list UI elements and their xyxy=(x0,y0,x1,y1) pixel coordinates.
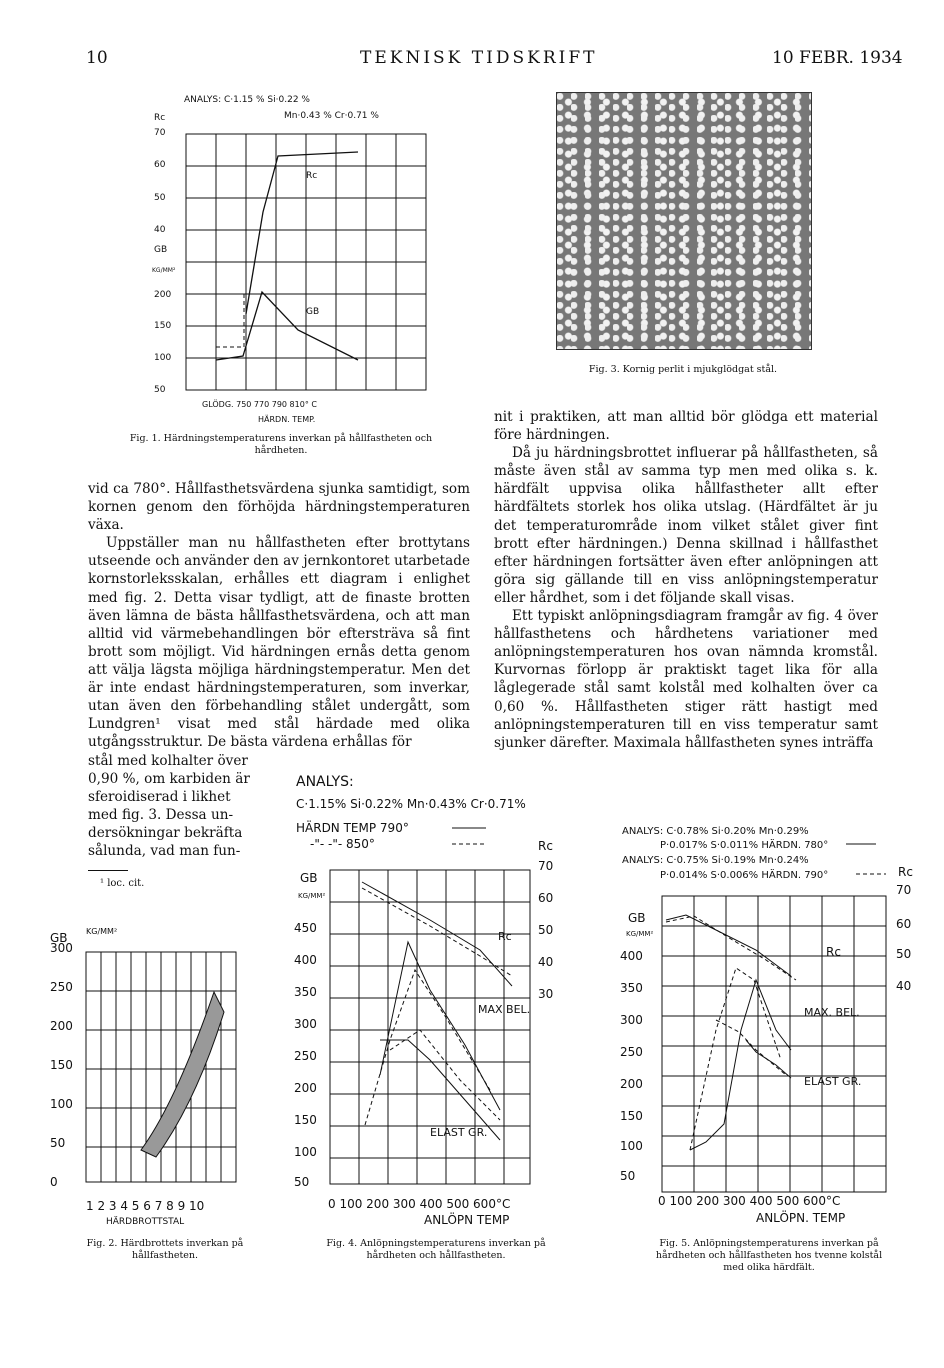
fig4-rc-dashed xyxy=(362,888,512,976)
fig4-rc-tick: 60 xyxy=(538,891,554,905)
fig5-unit: KG/MM² xyxy=(626,930,654,938)
left-narrow-line: stål med kolhalter över xyxy=(88,753,248,769)
fig5-y-tick: 50 xyxy=(620,1169,636,1183)
page-number: 10 xyxy=(86,48,108,68)
fig5-x-label: ANLÖPN. TEMP xyxy=(756,1211,846,1225)
fig5-analys-1b: P·0.017% S·0.011% HÄRDN. 780° xyxy=(660,840,829,851)
fig2-x-ticks: 1 2 3 4 5 6 7 8 9 10 xyxy=(86,1199,205,1213)
left-narrow-line: sålunda, vad man fun- xyxy=(88,843,241,860)
fig1-rc-tick: 60 xyxy=(154,160,166,170)
left-narrow-line: 0,90 %, om karbiden är xyxy=(88,771,250,788)
fig4-y-tick: 350 xyxy=(294,985,317,999)
figure-5 xyxy=(606,820,922,1230)
fig2-y-tick: 200 xyxy=(50,1019,73,1033)
right-paragraph-1: nit i praktiken, att man alltid bör glödga ett material före härdningen. xyxy=(494,409,878,444)
fig4-rc-tick: 70 xyxy=(538,859,554,873)
fig1-rc-tick: 40 xyxy=(154,225,166,235)
fig4-label-rc: Rc xyxy=(498,930,512,943)
fig4-unit: KG/MM² xyxy=(298,892,326,900)
fig4-gb-axis: GB xyxy=(300,871,318,885)
fig1-curve-gb-dashed xyxy=(216,292,244,347)
figure-5-chart xyxy=(606,820,922,1230)
fig4-analys-title: ANALYS: xyxy=(296,774,354,790)
fig5-label-max: MAX. BEL. xyxy=(804,1006,860,1019)
fig2-unit: KG/MM² xyxy=(86,927,118,936)
fig4-label-elast: ELAST GR. xyxy=(430,1126,488,1139)
fig5-caption: Fig. 5. Anlöpningstemperaturens inverkan på hårdheten och hållfastheten hos tvenne kolstål med olika härdfält. xyxy=(655,1238,883,1273)
fig4-x-ticks: 0 100 200 300 400 500 600°C xyxy=(328,1197,511,1211)
fig5-label-elast: ELAST GR. xyxy=(804,1075,862,1088)
fig4-y-tick: 100 xyxy=(294,1145,317,1159)
fig5-rc-solid xyxy=(666,915,791,976)
fig1-rc-tick: 70 xyxy=(154,128,166,138)
right-paragraph-2: Då ju härdningsbrottet influerar på hållfastheten, så måste även stål av samma typ men med olika s. k. härdfält uppvisa olika hållfastheter allt efter härdfältets storlek hos olika utslag. (Härdfältet är ju det temperaturområde inom vilket stålet giver fint brott efter härdningen.) Denna skillnad i hållfasthet efter härdningen fortsätter även efter anlöpningen att göra sig gällande till en viss anlöpningstemperatur eller hårdhet, som i det följande skall visas. xyxy=(494,445,878,606)
fig4-x-label: ANLÖPN TEMP xyxy=(424,1213,510,1227)
fig2-y-tick: 150 xyxy=(50,1058,73,1072)
left-paragraph-2: Uppställer man nu hållfastheten efter brottytans utseende och använder den av jernkontoret utarbetade kornstorleksskalan, erhålles ett diagram i enlighet med fig. 2. Detta visar tydligt, att de finaste brotten även lämna de bästa hållfasthetsvärdena, och att man alltid vid värmebehandlingen bör eftersträva så fint brott som möjligt. Vid härdningen ernås detta genom att välja lägsta möjliga härdningstemperatur. Men det är inte endast härdningstemperaturen, som inverkar, utan även den förbehandling stålet undergått, som Lundgren¹ visat med stål härdade med olika utgångsstruktur. De bästa värdena erhållas för xyxy=(88,535,470,751)
left-narrow-line: med fig. 3. Dessa un- xyxy=(88,807,234,824)
left-column-narrow xyxy=(88,752,260,861)
fig1-rc-axis-label: Rc xyxy=(154,113,166,123)
left-column xyxy=(88,480,470,751)
fig1-label-rc: Rc xyxy=(306,171,318,181)
fig3-caption: Fig. 3. Kornig perlit i mjukglödgat stål. xyxy=(588,364,778,375)
fig5-rc-tick: 40 xyxy=(896,979,912,993)
fig5-y-tick: 200 xyxy=(620,1077,643,1091)
fig4-label-max: MAX BEL. xyxy=(478,1003,531,1016)
left-narrow-line: dersökningar bekräfta xyxy=(88,825,243,842)
fig5-analys-2: ANALYS: C·0.75% Si·0.19% Mn·0.24% xyxy=(622,855,809,866)
fig1-caption: Fig. 1. Härdningstemperaturens inverkan på hållfastheten och hårdheten. xyxy=(129,433,433,456)
fig2-x-label: HÄRDBROTTSTAL xyxy=(106,1217,185,1227)
figure-2-chart xyxy=(46,912,256,1232)
fig1-rc-tick: 50 xyxy=(154,193,166,203)
footnote-rule xyxy=(88,870,128,871)
fig4-y-tick: 400 xyxy=(294,953,317,967)
fig4-y-tick: 200 xyxy=(294,1081,317,1095)
figure-1 xyxy=(118,92,458,428)
fig4-rc-axis: Rc xyxy=(538,839,553,853)
fig1-curve-rc xyxy=(246,152,358,314)
journal-title: TEKNISK TIDSKRIFT xyxy=(360,48,598,68)
figure-4 xyxy=(280,770,596,1230)
fig2-caption: Fig. 2. Härdbrottets inverkan på hållfastheten. xyxy=(86,1238,244,1261)
fig4-elast-solid xyxy=(380,1040,500,1140)
fig4-y-tick: 300 xyxy=(294,1017,317,1031)
fig4-max-dashed xyxy=(365,970,490,1125)
footnote: ¹ loc. cit. xyxy=(100,878,145,889)
fig4-rc-tick: 30 xyxy=(538,987,554,1001)
fig2-y-tick: 0 xyxy=(50,1175,58,1189)
figure-2 xyxy=(46,912,256,1232)
fig1-gb-tick: 50 xyxy=(154,385,166,395)
fig5-y-tick: 150 xyxy=(620,1109,643,1123)
fig1-gb-tick: 100 xyxy=(154,353,172,363)
fig5-y-tick: 100 xyxy=(620,1139,643,1153)
fig1-unit: KG/MM² xyxy=(152,267,176,274)
fig4-y-tick: 250 xyxy=(294,1049,317,1063)
fig2-y-tick: 50 xyxy=(50,1136,66,1150)
fig4-caption: Fig. 4. Anlöpningstemperaturens inverkan på hårdheten och hållfastheten. xyxy=(326,1238,546,1261)
figure-4-chart xyxy=(280,770,596,1230)
fig4-rc-tick: 50 xyxy=(538,923,554,937)
fig1-gb-axis-label: GB xyxy=(154,245,168,255)
fig4-elast-dashed xyxy=(390,1030,500,1120)
fig1-label-gb: GB xyxy=(306,307,320,317)
fig5-y-tick: 400 xyxy=(620,949,643,963)
fig4-y-tick: 450 xyxy=(294,921,317,935)
fig1-analys-line1: ANALYS: C·1.15 % Si·0.22 % xyxy=(184,95,310,105)
left-paragraph-1: vid ca 780°. Hållfasthetsvärdena sjunka samtidigt, som kornen genom den förhöjda härdningstemperaturen växa. xyxy=(88,481,470,534)
fig5-label-rc: Rc xyxy=(826,945,841,959)
fig4-max-solid xyxy=(380,942,500,1110)
fig2-y-tick: 100 xyxy=(50,1097,73,1111)
fig5-x-ticks: 0 100 200 300 400 500 600°C xyxy=(658,1194,841,1208)
fig1-analys-line2: Mn·0.43 % Cr·0.71 % xyxy=(284,111,379,121)
fig5-rc-tick: 50 xyxy=(896,947,912,961)
fig4-y-tick: 50 xyxy=(294,1175,310,1189)
fig4-analys-comp: C·1.15% Si·0.22% Mn·0.43% Cr·0.71% xyxy=(296,797,526,811)
fig1-x-ticks: GLÖDG. 750 770 790 810° C xyxy=(202,400,317,409)
fig5-rc-tick: 60 xyxy=(896,917,912,931)
fig5-y-tick: 300 xyxy=(620,1013,643,1027)
fig5-y-tick: 350 xyxy=(620,981,643,995)
fig1-gb-tick: 200 xyxy=(154,290,172,300)
fig5-analys-1: ANALYS: C·0.78% Si·0.20% Mn·0.29% xyxy=(622,826,809,837)
figure-1-chart xyxy=(118,92,458,428)
left-narrow-line: sferoidiserad i likhet xyxy=(88,789,231,806)
micrograph-photo xyxy=(556,92,812,350)
fig5-analys-2b: P·0.014% S·0.006% HÄRDN. 790° xyxy=(660,870,829,881)
fig4-rc-tick: 40 xyxy=(538,955,554,969)
fig2-band xyxy=(141,992,224,1157)
fig2-y-tick: 250 xyxy=(50,980,73,994)
fig5-gb-axis: GB xyxy=(628,911,646,925)
right-column xyxy=(494,408,878,752)
fig4-y-tick: 150 xyxy=(294,1113,317,1127)
fig1-gb-tick: 150 xyxy=(154,321,172,331)
fig4-legend-790: HÄRDN TEMP 790° xyxy=(296,821,409,835)
fig2-gb-axis: GB xyxy=(50,931,68,945)
fig4-legend-850: -"- -"- 850° xyxy=(310,837,375,851)
right-paragraph-3: Ett typiskt anlöpningsdiagram framgår av fig. 4 över hållfasthetens och hårdhetens variationer med anlöpningstemperaturen hos ovan nämnda kromstål. Kurvornas förlopp är praktiskt taget lika för alla låglegerade stål samt kolstål med kolhalten över ca 0,60 %. Hållfastheten stiger rätt hastigt med anlöpningstemperaturen till en viss temperatur samt sjunker därefter. Maximala hållfastheten synes inträffa xyxy=(494,608,878,751)
fig2-y-tick: 300 xyxy=(50,941,73,955)
issue-date: 10 FEBR. 1934 xyxy=(772,48,903,68)
fig5-rc-axis: Rc xyxy=(898,865,913,879)
fig1-x-label: HÄRDN. TEMP. xyxy=(258,415,316,424)
fig5-y-tick: 250 xyxy=(620,1045,643,1059)
fig5-rc-tick: 70 xyxy=(896,883,912,897)
